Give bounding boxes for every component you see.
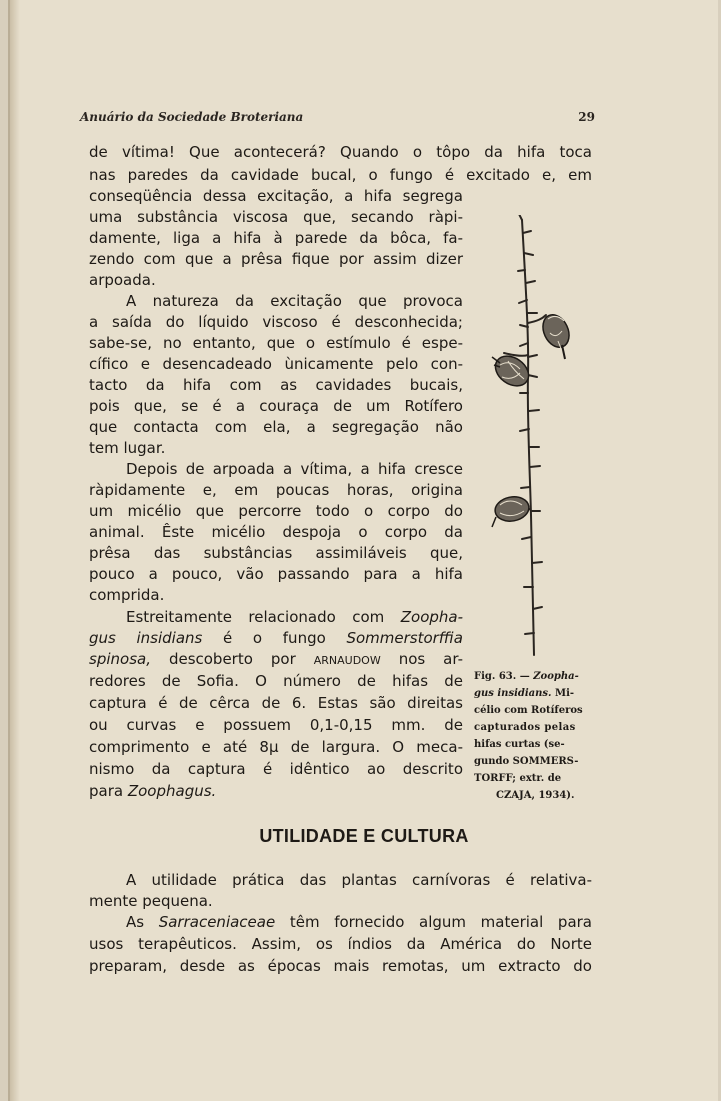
family-name: Sarraceniaceae [158, 913, 276, 931]
text-span: é o fungo [202, 629, 347, 647]
text-line: A utilidade prática das plantas carnívoras é relativa- [126, 871, 592, 889]
text-line [89, 650, 463, 670]
text-line: pois que, se é a couraça de um Rotífero [89, 397, 463, 415]
text-span: As [126, 913, 159, 931]
text-span: descoberto por [150, 650, 314, 668]
fungus-hypha-figure [482, 215, 602, 660]
text-line: ràpidamente e, em poucas horas, origina [89, 481, 463, 499]
text-span: têm fornecido algum material para [275, 913, 592, 931]
caption-line [474, 668, 594, 685]
text-line: de vítima! Que acontecerá? Quando o tôpo da hifa toca [89, 143, 592, 161]
species-name: Zoopha- [533, 671, 579, 682]
text-line: uma substância viscosa que, secando ràpi- [89, 208, 463, 226]
text-line: cífico e desencadeado ùnicamente pelo con- [89, 355, 463, 373]
text-line: captura é de cêrca de 6. Estas são direitas [89, 694, 463, 712]
species-name: gus insidians. [474, 688, 552, 699]
text-line: conseqüência dessa excitação, a hifa segrega [89, 187, 463, 205]
text-line [89, 629, 463, 648]
text-span: Estreitamente relacionado com [126, 608, 401, 626]
text-line: A natureza da excitação que provoca [126, 292, 463, 310]
caption-line: célio com Rotíferos [474, 705, 583, 716]
hypha-tip [519, 215, 522, 220]
text-span: Mi- [551, 688, 575, 699]
text-line: a saída do líquido viscoso é desconhecida; [89, 313, 463, 331]
species-name: Sommerstorffia [346, 629, 463, 647]
book-page [8, 0, 718, 1101]
text-span: para [89, 782, 128, 800]
text-line: um micélio que percorre todo o corpo do [89, 502, 463, 520]
caption-line: gundo SOMMERS- [474, 756, 579, 767]
text-line [126, 608, 463, 627]
text-line: prêsa das substâncias assimiláveis que, [89, 544, 463, 562]
species-name: Zoophagus. [127, 782, 217, 800]
rotifer-3 [492, 494, 531, 527]
text-line: nas paredes da cavidade bucal, o fungo é excitado e, em [89, 166, 592, 184]
section-heading: UTILIDADE E CULTURA [259, 826, 469, 846]
text-line: redores de Sofia. O número de hifas de [89, 672, 463, 690]
author-name: ARNAUDOW [313, 654, 381, 667]
species-name: Zoopha- [400, 608, 463, 626]
text-line: tem lugar. [89, 439, 166, 457]
caption-line: TORFF; extr. de [474, 773, 562, 784]
text-line: sabe-se, no entanto, que o estímulo é espe- [89, 334, 463, 352]
caption-line [474, 685, 594, 702]
text-span: nos ar- [380, 650, 463, 668]
text-span: — [516, 671, 534, 682]
text-line: nismo da captura é idêntico ao descrito [89, 760, 463, 778]
text-line [126, 913, 592, 932]
hypha-stem [522, 220, 534, 655]
text-line: animal. Êste micélio despoja o corpo da [89, 523, 463, 541]
text-line: pouco a pouco, vão passando para a hifa [89, 565, 463, 583]
text-line: tacto da hifa com as cavidades bucais, [89, 376, 463, 394]
figure-label: Fig. 63. [474, 671, 517, 682]
caption-line: hifas curtas (se- [474, 739, 565, 750]
text-line [89, 782, 463, 801]
text-line: mente pequena. [89, 892, 213, 910]
text-line: comprimento e até 8µ de largura. O meca- [89, 738, 463, 756]
caption-line: capturados pelas [474, 722, 576, 733]
text-line: arpoada. [89, 271, 156, 289]
text-line: preparam, desde as épocas mais remotas, um extracto do [89, 957, 592, 975]
text-line: ou curvas e possuem 0,1-0,15 mm. de [89, 716, 463, 734]
running-header [80, 110, 595, 130]
text-line: Depois de arpoada a vítima, a hifa cresce [126, 460, 463, 478]
text-line: zendo com que a prêsa fique por assim dizer [89, 250, 463, 268]
caption-line: CZAJA, 1934). [496, 790, 575, 801]
text-line: usos terapêuticos. Assim, os índios da América do Norte [89, 935, 592, 953]
species-name: spinosa, [89, 650, 151, 668]
text-line: que contacta com ela, a segregação não [89, 418, 463, 436]
text-line: damente, liga a hifa à parede da bôca, fa- [89, 229, 463, 247]
text-line: comprida. [89, 586, 165, 604]
species-name: gus insidians [89, 629, 203, 647]
page-number: 29 [578, 110, 595, 124]
journal-title: Anuário da Sociedade Broteriana [80, 110, 304, 124]
